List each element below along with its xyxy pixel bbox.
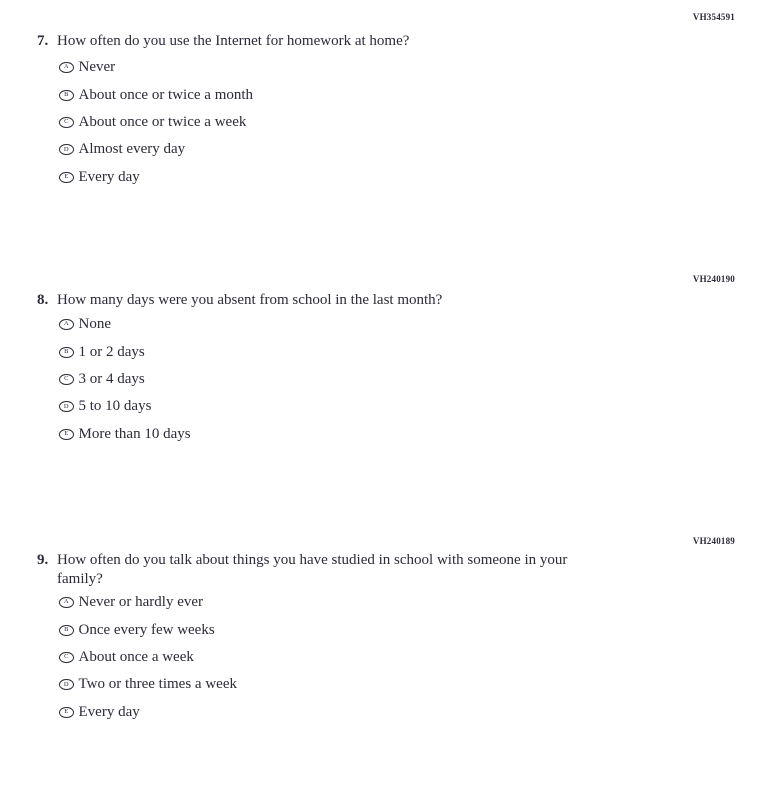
bubble-letter: B bbox=[64, 91, 69, 99]
question-text: How many days were you absent from school in the last month? bbox=[57, 292, 443, 308]
bubble-letter: C bbox=[64, 375, 69, 383]
answer-option-c bbox=[59, 644, 237, 671]
bubble-letter: E bbox=[64, 430, 69, 438]
answer-bubble-e[interactable] bbox=[59, 707, 74, 718]
question-number: 8. bbox=[37, 292, 49, 308]
answer-bubble-b[interactable] bbox=[59, 347, 74, 358]
option-label: 1 or 2 days bbox=[78, 343, 145, 360]
bubble-letter: A bbox=[63, 598, 69, 606]
option-label: About once or twice a week bbox=[78, 113, 247, 130]
answer-option-c bbox=[59, 109, 253, 136]
answer-option-b bbox=[59, 81, 253, 108]
option-label: About once a week bbox=[78, 648, 194, 665]
question-number: 7. bbox=[37, 33, 49, 49]
bubble-letter: B bbox=[64, 626, 69, 634]
bubble-letter: E bbox=[64, 708, 69, 716]
answer-option-e bbox=[59, 421, 191, 448]
answer-option-a bbox=[59, 311, 191, 338]
answer-bubble-d[interactable] bbox=[59, 401, 74, 412]
answer-bubble-b[interactable] bbox=[59, 625, 74, 636]
answer-bubble-a[interactable] bbox=[59, 319, 74, 330]
answer-option-e bbox=[59, 699, 237, 726]
options-list bbox=[59, 311, 191, 448]
answer-bubble-e[interactable] bbox=[59, 429, 74, 440]
option-label: Once every few weeks bbox=[78, 621, 215, 638]
question-line bbox=[37, 291, 442, 310]
bubble-letter: A bbox=[63, 63, 69, 71]
option-label: Two or three times a week bbox=[78, 676, 237, 693]
item-code: VH240190 bbox=[692, 274, 735, 284]
answer-bubble-d[interactable] bbox=[59, 144, 74, 155]
bubble-letter: D bbox=[63, 402, 69, 410]
answer-bubble-d[interactable] bbox=[59, 679, 74, 690]
option-label: About once or twice a month bbox=[78, 86, 254, 103]
options-list bbox=[59, 54, 253, 191]
bubble-letter: D bbox=[63, 680, 69, 688]
bubble-letter: B bbox=[64, 348, 69, 356]
answer-bubble-a[interactable] bbox=[59, 597, 74, 608]
item-code: VH354591 bbox=[692, 12, 735, 22]
answer-option-b bbox=[59, 338, 191, 365]
answer-option-e bbox=[59, 164, 253, 191]
bubble-letter: C bbox=[64, 118, 69, 126]
option-label: Almost every day bbox=[78, 141, 186, 158]
question-line bbox=[37, 551, 607, 588]
question-text: How often do you talk about things you have studied in school with someone in your family? bbox=[57, 552, 568, 587]
answer-option-c bbox=[59, 366, 191, 393]
answer-option-b bbox=[59, 616, 237, 643]
options-list bbox=[59, 589, 237, 726]
option-label: More than 10 days bbox=[78, 425, 191, 442]
option-label: 5 to 10 days bbox=[78, 398, 152, 415]
bubble-letter: A bbox=[63, 320, 69, 328]
bubble-letter: C bbox=[64, 653, 69, 661]
option-label: Every day bbox=[78, 168, 140, 185]
question-line bbox=[37, 32, 409, 51]
answer-option-d bbox=[59, 393, 191, 420]
answer-option-d bbox=[59, 671, 237, 698]
answer-bubble-b[interactable] bbox=[59, 90, 74, 101]
answer-bubble-c[interactable] bbox=[59, 652, 74, 663]
answer-bubble-a[interactable] bbox=[59, 62, 74, 73]
answer-option-d bbox=[59, 136, 253, 163]
answer-bubble-c[interactable] bbox=[59, 117, 74, 128]
bubble-letter: E bbox=[64, 173, 69, 181]
option-label: Never bbox=[78, 59, 116, 76]
question-text: How often do you use the Internet for homework at home? bbox=[57, 33, 410, 49]
option-label: 3 or 4 days bbox=[78, 370, 145, 387]
answer-option-a bbox=[59, 589, 237, 616]
question-number: 9. bbox=[37, 552, 49, 568]
answer-bubble-e[interactable] bbox=[59, 172, 74, 183]
option-label: None bbox=[78, 316, 111, 333]
option-label: Never or hardly ever bbox=[78, 594, 204, 611]
answer-bubble-c[interactable] bbox=[59, 374, 74, 385]
answer-option-a bbox=[59, 54, 253, 81]
bubble-letter: D bbox=[63, 145, 69, 153]
option-label: Every day bbox=[78, 703, 140, 720]
item-code: VH240189 bbox=[692, 536, 735, 546]
